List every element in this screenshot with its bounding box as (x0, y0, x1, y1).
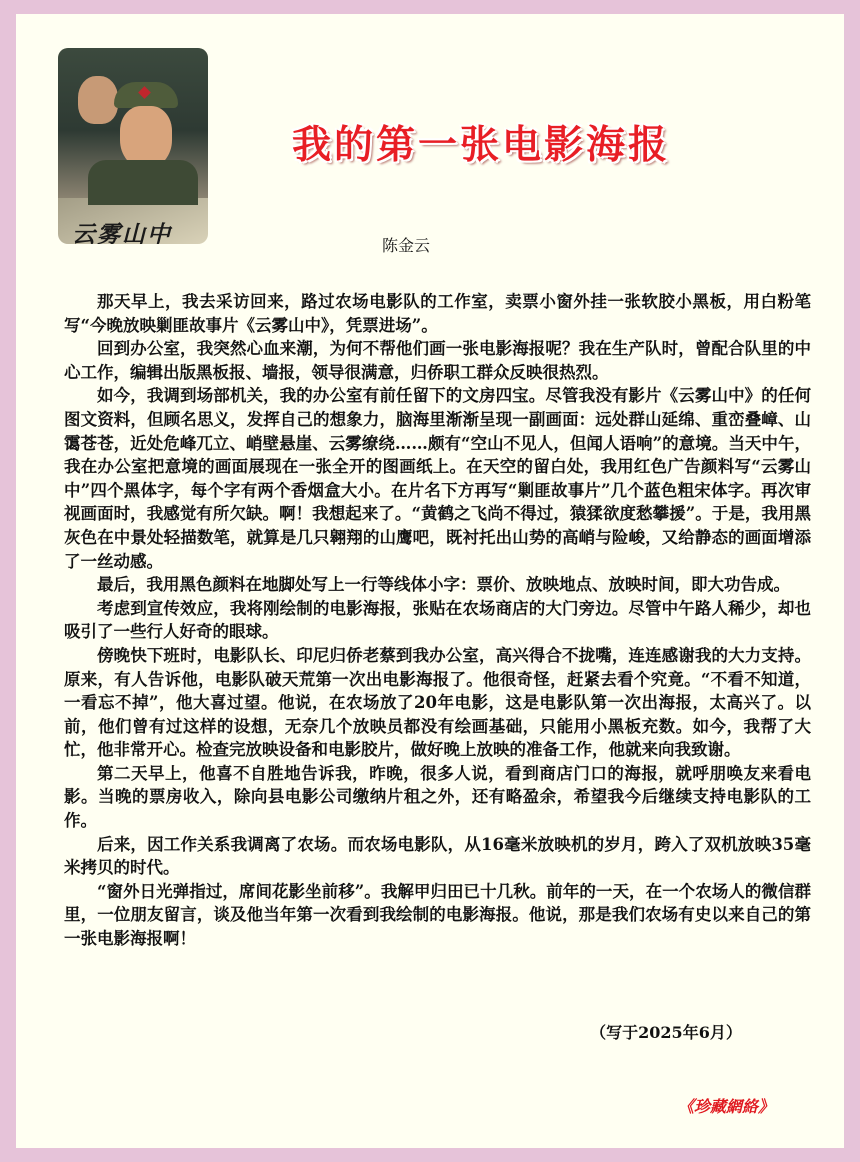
watermark: 《珍藏網絡》 (677, 1097, 774, 1116)
paragraph: 如今，我调到场部机关，我的办公室有前任留下的文房四宝。尽管我没有影片《云雾山中》的任何图文资料，但顾名思义，发挥自己的想象力，脑海里渐渐呈现一副画面：远处群山延绵、重峦叠嶂、山霭苍苍，近处危峰兀立、峭壁悬崖、云雾缭绕……颇有“空山不见人，但闻人语响”的意境。当天中午，我在办公室把意境的画面展现在一张全开的图画纸上。在天空的留白处，我用红色广告颜料写“云雾山中”四个黑体字，每个字有两个香烟盒大小。在片名下方再写“剿匪故事片”几个蓝色粗宋体字。再次审视画面时，我感觉有所欠缺。啊！我想起来了。“黄鹤之飞尚不得过，猿猱欲度愁攀援”。于是，我用黑灰色在中景处轻描数笔，就算是几只翱翔的山鹰吧，既衬托出山势的高峭与险峻，又给静态的画面增添了一丝动感。 (64, 386, 811, 571)
poster-figure-coat (88, 160, 198, 205)
poster-figure-center (120, 106, 172, 168)
paragraph: 后来，因工作关系我调离了农场。而农场电影队，从16毫米放映机的岁月，跨入了双机放映35毫米拷贝的时代。 (64, 834, 811, 878)
paragraph: 傍晚快下班时，电影队长、印尼归侨老蔡到我办公室，高兴得合不拢嘴，连连感谢我的大力支持。原来，有人告诉他，电影队破天荒第一次出电影海报了。他很奇怪，赶紧去看个究竟。“不看不知道，一看忘不掉”，他大喜过望。他说，在农场放了20年电影，这是电影队第一次出海报，太高兴了。以前，他们曾有过这样的设想，无奈几个放映员都没有绘画基础，只能用小黑板充数。如今，我帮了大忙，他非常开心。检查完放映设备和电影胶片，做好晚上放映的准备工作，他就来向我致谢。 (64, 645, 811, 760)
poster-title: 云雾山中 (72, 221, 172, 244)
paragraph: 第二天早上，他喜不自胜地告诉我，昨晚，很多人说，看到商店门口的海报，就呼朋唤友来看电影。当晚的票房收入，除向县电影公司缴纳片租之外，还有略盈余，希望我今后继续支持电影队的工作。 (64, 763, 811, 831)
article-body (64, 290, 811, 951)
paragraph: 考虑到宣传效应，我将刚绘制的电影海报，张贴在农场商店的大门旁边。尽管中午路人稀少，却也吸引了一些行人好奇的眼球。 (64, 598, 811, 642)
paragraph: “窗外日光弹指过，席间花影坐前移”。我解甲归田已十几秋。前年的一天，在一个农场人的微信群里，一位朋友留言，谈及他当年第一次看到我绘制的电影海报。他说，那是我们农场有史以来自己的第一张电影海报啊！ (64, 881, 811, 949)
page-title: 我的第一张电影海报 (291, 123, 670, 168)
paragraph: 回到办公室，我突然心血来潮，为何不帮他们画一张电影海报呢？我在生产队时，曾配合队里的中心工作，编辑出版黑板报、墙报，领导很满意，归侨职工群众反映很热烈。 (64, 339, 811, 382)
article-page (16, 14, 844, 1148)
paragraph: 最后，我用黑色颜料在地脚处写上一行等线体小字：票价、放映地点、放映时间，即大功告成。 (97, 575, 790, 595)
author-name: 陈金云 (381, 236, 430, 255)
dateline: （写于2025年6月） (590, 1023, 742, 1042)
paragraph: 那天早上，我去采访回来，路过农场电影队的工作室，卖票小窗外挂一张软胶小黑板，用白粉笔写“今晚放映剿匪故事片《云雾山中》，凭票进场”。 (64, 292, 811, 335)
poster-figure-left (78, 76, 118, 124)
movie-poster-image (58, 48, 208, 244)
